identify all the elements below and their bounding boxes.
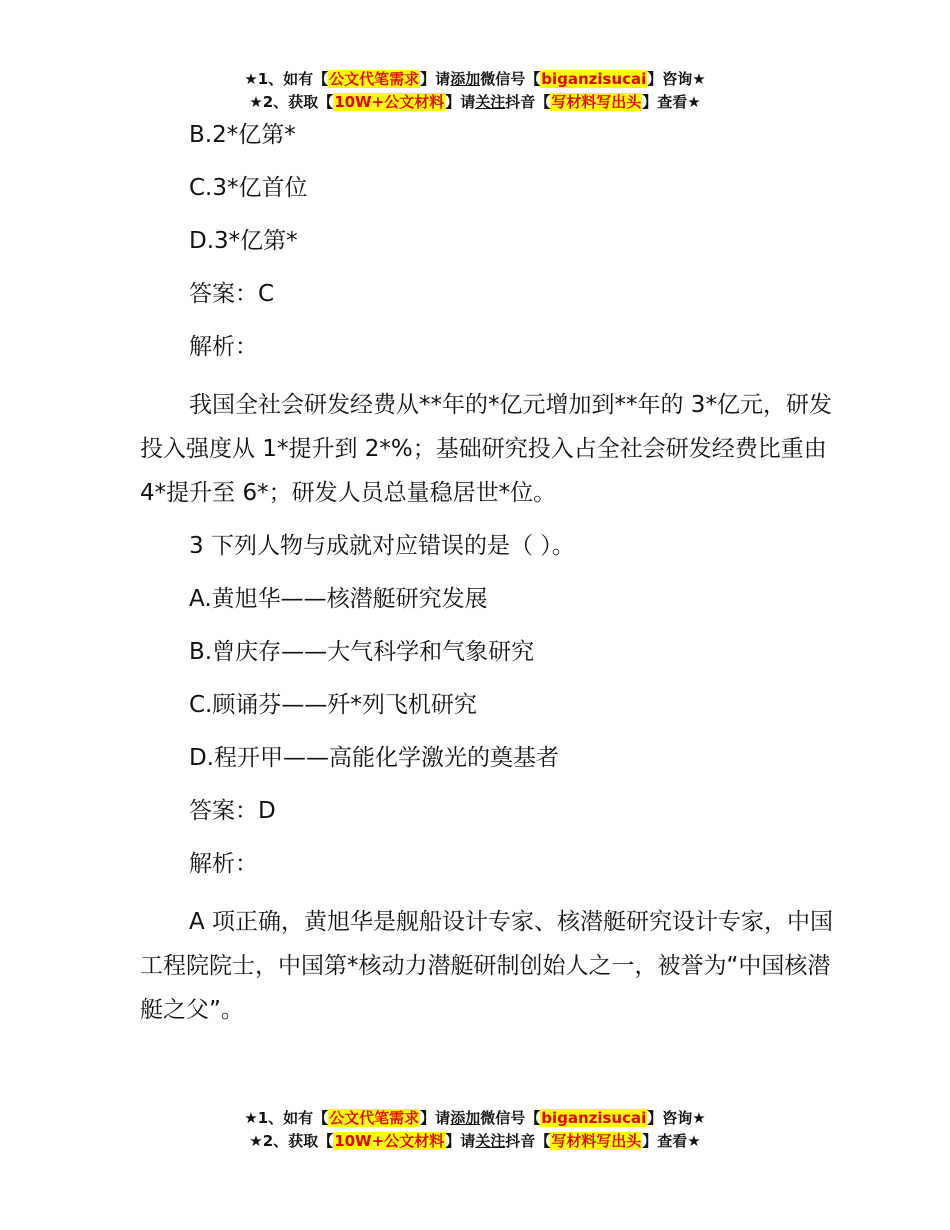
q3-option-c: C.顾诵芬——歼*列飞机研究: [189, 692, 477, 718]
highlight-douyin: 写材料写出头: [551, 1132, 642, 1150]
footer-line-1: ★1、如有【公文代笔需求】请添加微信号【biganzisucai】咨询★: [244, 1109, 706, 1127]
analysis-text: 我国全社会研发经费从**年的*亿元增加到**年的 3*亿元，研发投入强度从 1*提升到 2*%；基础研究投入占全社会研发经费比重由 4*提升至 6*；研发人员总量稳居世*位。: [140, 392, 832, 506]
q3-option-a: A.黄旭华——核潜艇研究发展: [189, 586, 488, 612]
highlight-douyin: 写材料写出头: [551, 93, 642, 111]
q3-option-b: B.曾庆存——大气科学和气象研究: [189, 639, 535, 665]
q3-analysis-label: 解析：: [189, 851, 258, 877]
q3-option-d: D.程开甲——高能化学激光的奠基者: [189, 745, 560, 771]
question-3: 3 下列人物与成就对应错误的是（ ）。: [189, 533, 575, 559]
header-line-1: ★1、如有【公文代笔需求】请添加微信号【biganzisucai】咨询★: [244, 70, 706, 88]
option-c: C.3*亿首位: [189, 175, 308, 201]
q3-answer: 答案：D: [189, 798, 276, 824]
footer-line-2: ★2、获取【10W+公文材料】请关注抖音【写材料写出头】查看★: [249, 1132, 701, 1150]
analysis-label: 解析：: [189, 334, 258, 360]
footer-banner: [0, 1107, 950, 1153]
option-b: B.2*亿第*: [189, 122, 296, 148]
highlight-service: 公文代笔需求: [329, 70, 420, 88]
highlight-wechat-id: biganzisucai: [541, 1109, 647, 1127]
document-body: [140, 118, 835, 1046]
highlight-service: 公文代笔需求: [329, 1109, 420, 1127]
highlight-materials: 10W+公文材料: [334, 93, 445, 111]
header-line-2: ★2、获取【10W+公文材料】请关注抖音【写材料写出头】查看★: [249, 93, 701, 111]
header-banner: [0, 68, 950, 114]
answer: 答案：C: [189, 281, 275, 307]
highlight-wechat-id: biganzisucai: [541, 70, 647, 88]
option-d: D.3*亿第*: [189, 228, 298, 254]
highlight-materials: 10W+公文材料: [334, 1132, 445, 1150]
q3-analysis-text: A 项正确，黄旭华是舰船设计专家、核潜艇研究设计专家，中国工程院院士，中国第*核动力潜艇研制创始人之一，被誉为“中国核潜艇之父”。: [140, 909, 834, 1023]
